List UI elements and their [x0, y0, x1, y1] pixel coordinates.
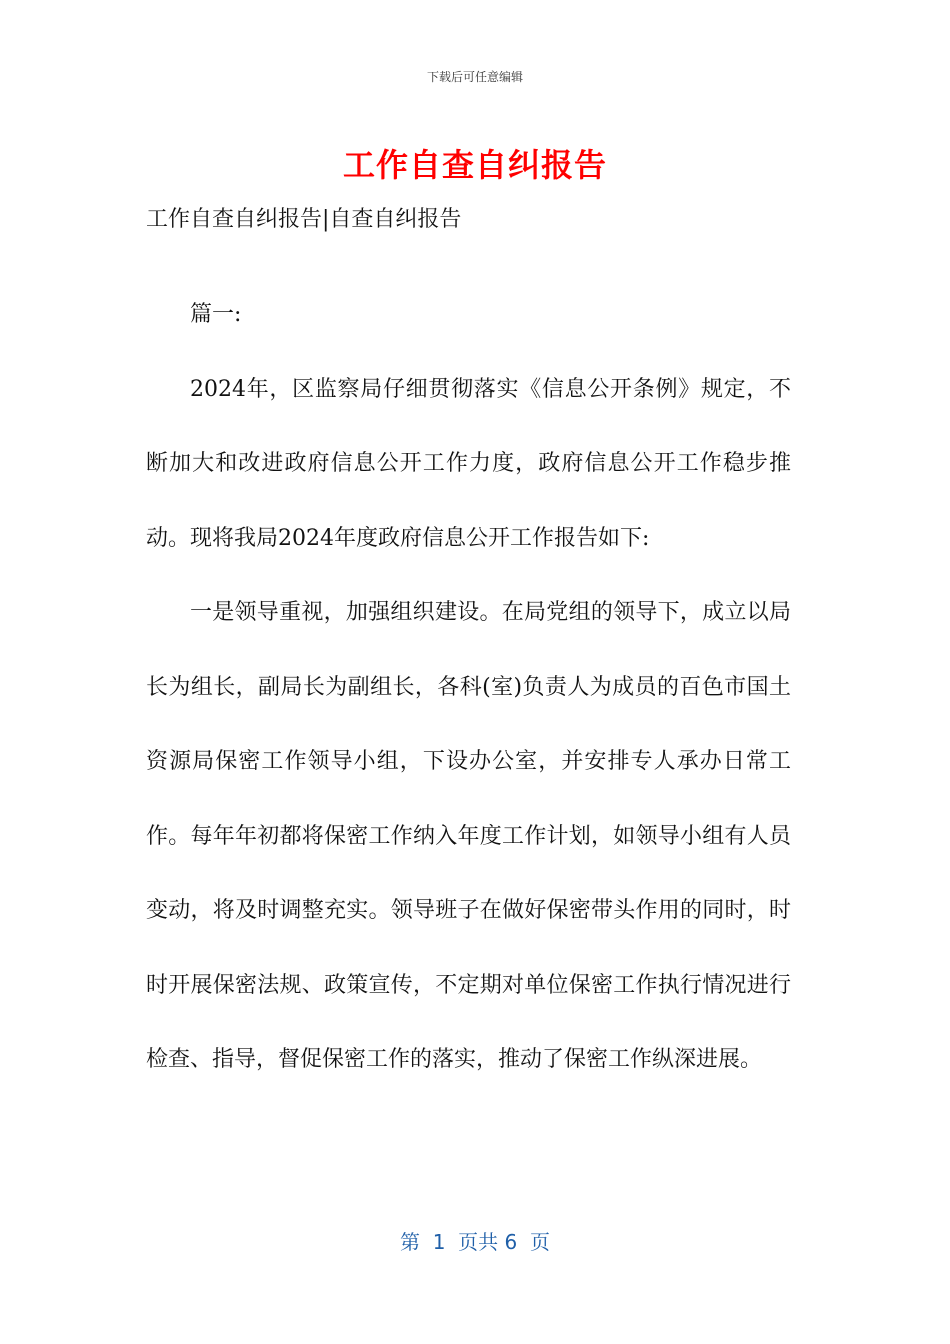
paragraph-point-one: 一是领导重视，加强组织建设。在局党组的领导下，成立以局长为组长，副局长为副组长，各科(室)负责人为成员的百色市国土资源局保密工作领导小组，下设办公室，并安排专人承办日常工作。每年年初都将保密工作纳入年度工作计划，如领导小组有人员变动，将及时调整充实。领导班子在做好保密带头作用的同时，时时开展保密法规、政策宣传，不定期对单位保密工作执行情况进行检查、指导，督促保密工作的落实，推动了保密工作纵深进展。 [146, 600, 791, 1072]
paragraph-intro: 2024年，区监察局仔细贯彻落实《信息公开条例》规定，不断加大和改进政府信息公开工作力度，政府信息公开工作稳步推动。现将我局2024年度政府信息公开工作报告如下: [146, 376, 791, 551]
document-subtitle: 工作自查自纠报告|自查自纠报告 [146, 207, 462, 232]
paragraph-section-label: 篇一: [190, 302, 242, 327]
header-note: 下载后可任意编辑 [426, 70, 523, 84]
document-body [146, 278, 791, 1098]
document-title: 工作自查自纠报告 [342, 146, 607, 184]
page-number-footer: 第 1 页共 6 页 [400, 1230, 550, 1254]
